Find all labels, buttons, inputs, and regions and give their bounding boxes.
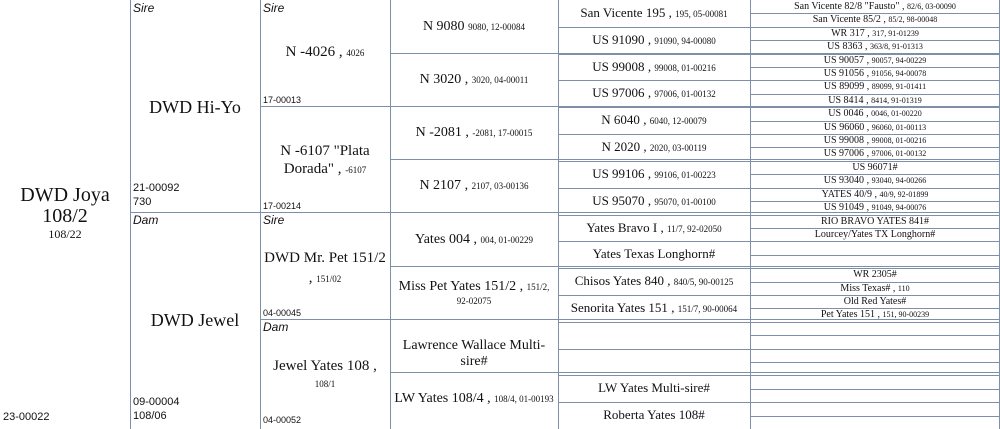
gen5-detail: 96060, 01-00113 — [871, 122, 927, 132]
gen5-detail: 151, 90-00239 — [882, 310, 930, 320]
gen4-name: US 95070 — [592, 192, 645, 208]
gen3-item: N 2107 , 2107, 03-00136 — [419, 178, 529, 193]
gen4-item: Yates Bravo I , 11/7, 92-02050 — [586, 219, 722, 235]
grid-line — [750, 402, 1000, 403]
dam-dam-name-text: Jewel Yates 108 — [273, 358, 370, 374]
gen5-item: US 0046 , 0046, 01-00220 — [828, 108, 922, 120]
gen5-name: WR 317 — [831, 27, 865, 39]
gen4-name: San Vicente 195 — [580, 5, 666, 20]
gen3-name: N 2107 — [419, 178, 462, 193]
gen5-detail: 85/2, 98-00048 — [888, 15, 938, 25]
gen3-item: Miss Pet Yates 151/2 , 151/2, 92-02075 — [398, 279, 550, 306]
gen4-name: Yates Bravo I — [586, 219, 658, 235]
grid-line — [750, 375, 1000, 376]
gen5-detail: 82/6, 03-00090 — [907, 2, 956, 11]
gen3-item — [390, 20, 558, 34]
gen4-item — [558, 246, 750, 262]
gen5-item — [750, 269, 1000, 281]
gen3-detail: 9080, 12-00084 — [468, 22, 526, 32]
gen4-item: US 99008 , 99008, 01-00216 — [592, 58, 716, 74]
gen5-detail: 8414, 91-01319 — [871, 95, 922, 105]
gen5-name: Pet Yates 151 — [820, 309, 875, 321]
gen5-name: Miss Texas# — [840, 282, 891, 294]
dam-dam-role-label: Dam — [263, 320, 289, 334]
sire-sire-reg: 17-00013 — [263, 95, 302, 105]
gen5-name: US 0046 — [828, 108, 864, 120]
gen5-name: US 96071# — [852, 161, 898, 173]
dam-sire-role-label: Sire — [263, 213, 285, 227]
dam-reg-number: 09-00004 — [133, 396, 180, 408]
gen4-item: US 95070 , 95070, 01-00100 — [592, 192, 716, 208]
gen4-detail: 99008, 01-00216 — [654, 62, 716, 73]
gen3-item: Yates 004 , 004, 01-00229 — [415, 232, 533, 247]
subject-reg-number: 23-00022 — [3, 411, 50, 423]
gen3-detail: 2107, 03-00136 — [471, 181, 529, 191]
sire-dam-reg: 17-00214 — [263, 201, 302, 211]
gen3-detail-line2: 92-02075 — [456, 296, 492, 306]
gen5-name: WR 2305# — [853, 269, 897, 281]
subject-name-line1: DWD Joya — [20, 184, 110, 206]
gen5-item: US 91056 , 91056, 94-00078 — [823, 68, 927, 80]
gen5-item: US 8414 , 8414, 91-01319 — [828, 94, 922, 106]
gen4-item: San Vicente 195 , 195, 05-00081 — [580, 5, 728, 20]
dam-dam-name: Jewel Yates 108 , 108/1 — [260, 357, 390, 393]
gen5-name: RIO BRAVO YATES 841# — [820, 215, 930, 227]
gen4-name: US 91090 — [592, 31, 645, 47]
gen3-name: N -2081 — [415, 125, 462, 140]
sire-sire-name: N -4026 , 4026 — [285, 44, 365, 60]
gen5-item: YATES 40/9 , 40/9, 92-01899 — [821, 188, 929, 200]
gen5-detail: 91056, 94-00078 — [871, 69, 927, 79]
gen5-item: San Vicente 85/2 , 85/2, 98-00048 — [812, 14, 938, 26]
dam-dam-reg: 04-00052 — [263, 415, 302, 425]
subject-tag: 108/22 — [48, 227, 82, 241]
subject-name — [0, 185, 130, 241]
gen4-detail: 2020, 03-00119 — [649, 143, 707, 154]
gen5-item: US 99008 , 99008, 01-00216 — [823, 135, 927, 147]
gen5-name: US 99008 — [823, 135, 865, 147]
sire-dam-name-line1: N -6107 "Plata — [280, 143, 370, 159]
grid-line — [750, 335, 1000, 336]
grid-line — [750, 255, 1000, 256]
gen5-name: US 97006 — [823, 148, 865, 160]
gen4-name: Chisos Yates 840 — [574, 273, 664, 289]
gen3-item: N 3020 , 3020, 04-00011 — [419, 72, 529, 87]
gen3-item: N -2081 , -2081, 17-00015 — [415, 125, 533, 140]
gen4-name: Roberta Yates 108# — [603, 407, 705, 423]
sire-reg-number: 21-00092 — [133, 182, 180, 194]
gen4-item: US 91090 , 91090, 94-00080 — [592, 31, 716, 47]
gen5-item — [750, 162, 1000, 174]
gen4-name: N 2020 — [601, 139, 641, 155]
gen5-name: US 91049 — [823, 202, 865, 214]
grid-line — [750, 416, 1000, 417]
gen5-item — [750, 216, 1000, 228]
dam-sire-reg: 04-00045 — [263, 308, 302, 318]
gen4-item: Chisos Yates 840 , 840/5, 90-00125 — [574, 273, 734, 289]
gen4-item: N 2020 , 2020, 03-00119 — [601, 139, 707, 155]
gen5-name: YATES 40/9 — [821, 188, 872, 200]
gen5-detail: 40/9, 92-01899 — [879, 189, 929, 199]
gen4-item: Senorita Yates 151 , 151/7, 90-00064 — [570, 299, 738, 315]
grid-line — [130, 0, 131, 429]
dam-sire-name-line1: DWD Mr. Pet 151/2 — [264, 250, 386, 266]
gen5-item — [750, 229, 1000, 241]
gen4-name: N 6040 — [601, 112, 640, 128]
gen3-name: N 9080 — [422, 20, 465, 34]
gen4-item — [558, 407, 750, 423]
grid-line — [390, 372, 1000, 373]
gen5-item: Pet Yates 151 , 151, 90-00239 — [820, 309, 930, 321]
gen3-detail: 004, 01-00229 — [480, 235, 533, 245]
gen3-item: LW Yates 108/4 , 108/4, 01-00193 — [394, 391, 554, 406]
gen5-item: US 97006 , 97006, 01-00132 — [823, 148, 927, 160]
sire-name: DWD Hi-Yo — [149, 97, 241, 117]
gen4-detail: 95070, 01-00100 — [654, 196, 716, 207]
gen4-item: US 99106 , 99106, 01-00223 — [592, 165, 716, 181]
gen5-detail: 317, 91-01239 — [872, 28, 919, 38]
gen4-name: US 99106 — [592, 165, 645, 181]
dam-dam-detail: 108/1 — [314, 379, 336, 389]
gen5-detail: 110 — [897, 283, 910, 293]
gen4-detail: 99106, 01-00223 — [654, 169, 716, 180]
gen5-item: US 90057 , 90057, 94-00229 — [823, 54, 927, 66]
sire-tag: 730 — [133, 196, 152, 208]
gen5-name: Old Red Yates# — [843, 295, 907, 307]
gen5-detail: 91049, 94-00076 — [871, 203, 927, 213]
gen5-item: US 93040 , 93040, 94-00266 — [823, 175, 927, 187]
gen3-detail: 151/2, — [526, 282, 550, 292]
gen5-item — [750, 296, 1000, 308]
gen3-name: N 3020 — [419, 72, 462, 87]
dam-name: DWD Jewel — [150, 310, 240, 330]
gen3-detail: 3020, 04-00011 — [471, 75, 529, 85]
gen5-detail: 89099, 91-01411 — [871, 82, 927, 92]
dam-sire-name: DWD Mr. Pet 151/2 , 151/02 — [260, 248, 390, 289]
gen5-item: WR 317 , 317, 91-01239 — [831, 27, 919, 39]
gen5-name: US 96060 — [823, 121, 865, 133]
gen3-name: Lawrence Wallace Multi-sire# — [402, 338, 546, 369]
gen3-item — [390, 338, 558, 370]
gen4-item — [558, 380, 750, 396]
sire-sire-detail: 4026 — [346, 48, 365, 58]
gen4-name: US 97006 — [592, 85, 645, 101]
gen5-item: US 91049 , 91049, 94-00076 — [823, 202, 927, 214]
gen4-name: Yates Texas Longhorn# — [592, 246, 716, 262]
gen4-detail: 840/5, 90-00125 — [673, 277, 734, 288]
gen5-name: San Vicente 82/8 "Fausto" — [794, 1, 900, 12]
gen5-detail: 363/8, 91-01313 — [869, 42, 923, 52]
subject-name-line2: 108/2 — [42, 205, 88, 227]
gen4-detail: 97006, 01-00132 — [654, 89, 716, 100]
gen5-name: US 8363 — [827, 41, 863, 53]
gen5-item: US 8363 , 363/8, 91-01313 — [827, 41, 923, 53]
gen5-item: US 96060 , 96060, 01-00113 — [823, 121, 927, 133]
gen5-name: US 90057 — [823, 54, 865, 66]
gen3-name: Miss Pet Yates 151/2 — [398, 279, 517, 294]
grid-line — [750, 322, 1000, 323]
grid-line — [750, 389, 1000, 390]
gen3-name: Yates 004 — [415, 232, 470, 247]
gen4-item: US 97006 , 97006, 01-00132 — [592, 85, 716, 101]
gen5-item: Miss Texas# , 110 — [840, 282, 910, 294]
gen5-detail: 99008, 01-00216 — [871, 136, 927, 146]
gen4-item: N 6040 , 6040, 12-00079 — [601, 112, 707, 128]
gen5-name: US 93040 — [823, 175, 865, 187]
gen4-detail: 195, 05-00081 — [675, 9, 728, 19]
gen5-name: US 91056 — [823, 68, 865, 80]
gen4-name: LW Yates Multi-sire# — [598, 380, 710, 396]
gen4-detail: 91090, 94-00080 — [654, 35, 716, 46]
gen5-detail: 0046, 01-00220 — [871, 109, 922, 119]
gen5-item: US 89099 , 89099, 91-01411 — [823, 81, 927, 93]
dam-role-label: Dam — [133, 213, 159, 227]
dam-sire-detail: 151/02 — [316, 274, 342, 284]
gen5-name: Lourcey/Yates TX Longhorn# — [814, 228, 936, 240]
gen5-name: US 8414 — [828, 94, 864, 106]
sire-role-label: Sire — [133, 1, 155, 15]
dam-tag: 108/06 — [133, 410, 167, 422]
sire-dam-detail: -6107 — [345, 165, 367, 175]
sire-dam-name: N -6107 "Plata Dorada" , -6107 — [260, 142, 390, 179]
gen3-name: LW Yates 108/4 — [394, 391, 484, 406]
sire-dam-name-line2: Dorada" — [283, 161, 335, 177]
sire-sire-role-label: Sire — [263, 1, 285, 15]
gen4-detail: 6040, 12-00079 — [649, 116, 707, 127]
gen4-detail: 11/7, 92-02050 — [666, 223, 722, 234]
grid-line — [750, 349, 1000, 350]
gen5-name: US 89099 — [823, 81, 865, 93]
gen4-name: Senorita Yates 151 — [570, 299, 668, 315]
gen3-detail: 108/4, 01-00193 — [494, 394, 554, 404]
gen4-name: US 99008 — [592, 58, 645, 74]
grid-line — [390, 266, 1000, 267]
gen5-item: San Vicente 82/8 "Fausto" , 82/6, 03-00090 — [794, 1, 956, 12]
gen5-detail: 97006, 01-00132 — [871, 149, 927, 159]
sire-sire-name-text: N -4026 — [285, 44, 336, 60]
gen5-name: San Vicente 85/2 — [812, 14, 881, 26]
gen5-detail: 93040, 94-00266 — [871, 176, 927, 186]
grid-line — [750, 362, 1000, 363]
gen5-detail: 90057, 94-00229 — [871, 55, 927, 65]
gen3-detail: -2081, 17-00015 — [472, 128, 533, 138]
gen4-detail: 151/7, 90-00064 — [677, 303, 738, 314]
grid-line — [750, 241, 1000, 242]
